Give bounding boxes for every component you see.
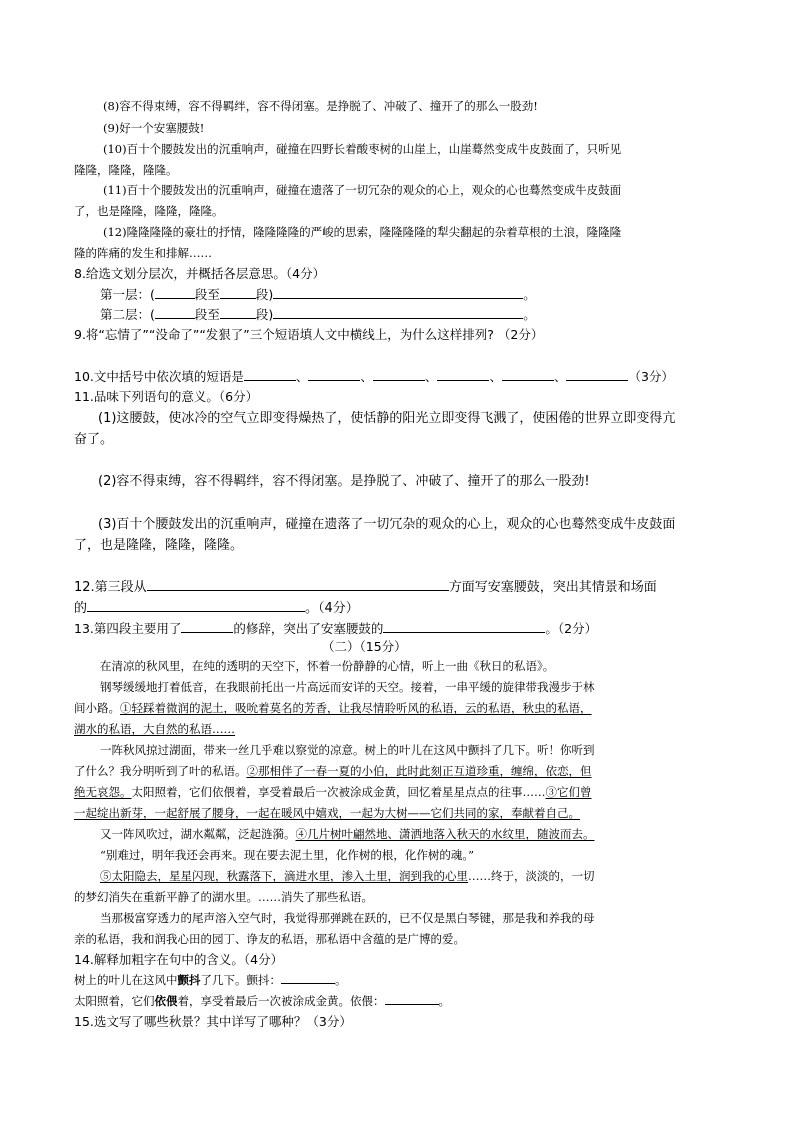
- passage2-line5: 一阵秋风掠过湖面，带来一丝几乎难以察觉的凉意。树上的叶儿在这风中颤抖了几下。听！你听到: [100, 743, 595, 757]
- answer-blank[interactable]: [308, 379, 360, 381]
- passage2-line8: 一起绽出新芽，一起舒展了腰身，一起在暖风中嬉戏，一起为大树——它们共同的家，奉献着自己。: [74, 806, 580, 820]
- seg-to-label: 段): [255, 307, 274, 322]
- seg-from-label: 段至: [194, 287, 220, 302]
- question-15-stem: 15.选文写了哪些秋景？其中详写了哪种？（3分）: [74, 1014, 352, 1029]
- passage2-line9: [100, 829, 595, 841]
- question-10-stem: 10.文中括号中依次填的短语是: [74, 369, 244, 384]
- question-11-sentence2: (2)容不得束缚，容不得羁绊，容不得闭塞。是挣脱了、冲破了、撞开了的那么一股劲!: [98, 474, 590, 489]
- seg-to-label: 段): [255, 287, 274, 302]
- question-14-item2: [74, 996, 450, 1008]
- paragraph-10-line2: 隆隆，隆隆，隆隆。: [74, 163, 178, 177]
- question-12-score: 。（4分）: [305, 601, 359, 616]
- question-11-sentence1-line1: (1)这腰鼓，使冰冷的空气立即变得燥热了，使恬静的阳光立即变得飞溅了，使困倦的世界立即变得亢: [98, 411, 676, 426]
- answer-blank[interactable]: [566, 379, 628, 381]
- bold-word-1: 颤抖: [177, 973, 201, 987]
- answer-blank[interactable]: [502, 379, 554, 381]
- section-2-title: （二）（15分）: [322, 639, 407, 654]
- layer2-label: 第二层：(: [100, 307, 155, 322]
- paragraph-12-line1: (12)隆隆隆隆的豪壮的抒情，隆隆隆隆的严峻的思索，隆隆隆隆的犁尖翻起的杂着草根的土浪，隆隆隆: [103, 225, 622, 239]
- passage2-text: ……终于，淡淡的，一切: [468, 869, 595, 883]
- separator: 、: [489, 369, 502, 384]
- separator: 、: [424, 369, 438, 384]
- passage2-line7: [74, 787, 592, 799]
- answer-blank[interactable]: [181, 631, 233, 633]
- answer-blank[interactable]: [281, 982, 335, 984]
- paragraph-11-line2: 了，也是隆隆，隆隆，隆隆。: [74, 204, 224, 218]
- end-mark: 。: [438, 994, 450, 1008]
- question-14-stem: 14.解释加粗字在句中的含义。（4分）: [74, 952, 284, 967]
- answer-blank[interactable]: [273, 317, 523, 319]
- question-10: [74, 371, 674, 384]
- answer-blank[interactable]: [87, 610, 305, 612]
- separator: 、: [360, 369, 373, 384]
- passage2-text: 又一阵风吹过，湖水粼粼，泛起涟漪。: [100, 827, 296, 841]
- question-10-score: （3分）: [628, 369, 674, 384]
- question-11-sentence3-line2: 了，也是隆隆，隆隆，隆隆。: [74, 538, 244, 553]
- passage2-line4: 湖水的私语，大自然的私语……: [74, 722, 235, 736]
- end-mark: 。: [523, 307, 536, 322]
- question-14-item1: [74, 975, 347, 987]
- question-12-line2: [74, 602, 359, 615]
- answer-blank[interactable]: [383, 631, 545, 633]
- question-8-layer1: [100, 289, 536, 302]
- question-14-text: 太阳照着，它们: [74, 994, 155, 1008]
- question-9-stem: 9.将“忘情了”“没命了”“发狠了”三个短语填人文中横线上，为什么这样排列? （2分）: [74, 327, 544, 342]
- question-14-text: 树上的叶儿在这风中: [74, 973, 178, 987]
- answer-blank[interactable]: [273, 297, 523, 299]
- passage2-line6: [74, 766, 592, 778]
- question-12-text: 的: [74, 601, 88, 616]
- answer-blank[interactable]: [220, 317, 256, 319]
- passage2-line11: [100, 871, 595, 883]
- paragraph-10-line1: (10)百十个腰鼓发出的沉重响声，碰撞在四野长着酸枣树的山崖上，山崖蓦然变成牛皮鼓面了，只听见: [103, 142, 622, 156]
- answer-blank[interactable]: [373, 379, 425, 381]
- passage2-line14: 亲的私语，我和润我心田的园丁、诤友的私语，那私语中含蕴的是广博的爱。: [74, 932, 465, 946]
- question-11-stem: 11.品味下列语句的意义。（6分）: [74, 389, 259, 404]
- answer-blank[interactable]: [147, 589, 449, 591]
- underlined-sentence-1: ①轻踩着微润的泥土，吸吮着莫名的芳香，让我尽情聆听风的私语，云的私语，秋虫的私语，: [120, 701, 592, 715]
- question-14-text: 着，享受着最后一次被涂成金黄。依偎：: [177, 994, 385, 1008]
- passage2-line13: 当那极富穿透力的尾声溶入空气时，我觉得那弹跳在跃的，已不仅是黑白琴键，那是我和养我的母: [100, 911, 595, 925]
- underlined-sentence-4: ④几片树叶翩然地、潇洒地落入秋天的水纹里，随波而去。: [295, 827, 595, 841]
- answer-blank[interactable]: [437, 379, 489, 381]
- passage2-line12: 的梦幻消失在重新平静了的湖水里。……消失了那些私语。: [74, 890, 373, 904]
- question-12-text: 方面写安塞腰鼓，突出其情景和场面: [448, 580, 657, 595]
- underlined-sentence-2-end: 绝无哀怨。: [74, 785, 132, 799]
- passage2-line2: 钢琴缓缓地打着低音，在我眼前托出一片高远而安详的天空。接着，一串平缓的旋律带我漫步于林: [100, 680, 595, 694]
- end-mark: 。: [523, 287, 536, 302]
- question-13-score: 。（2分）: [545, 621, 598, 636]
- question-14-text: 了几下。颤抖：: [200, 973, 281, 987]
- answer-blank[interactable]: [155, 317, 195, 319]
- paragraph-8: (8)容不得束缚，容不得羁绊，容不得闭塞。是挣脱了、冲破了、撞开了的那么一股劲!: [103, 99, 538, 113]
- passage2-text: 了什么？我分明听到了叶的私语。: [74, 764, 247, 778]
- question-8-stem: 8.给选文划分层次，并概括各层意思。（4分）: [74, 266, 326, 281]
- question-11-sentence3-line1: (3)百十个腰鼓发出的沉重响声，碰撞在遗落了一切冗杂的观众的心上，观众的心也蓦然变成牛皮鼓面: [98, 517, 676, 532]
- underlined-sentence-5: ⑤太阳隐去，星星闪现，秋露落下，滴进水里，渗入土里，润到我的心里: [100, 869, 468, 883]
- passage2-text: 太阳照着，它们依偎着，享受着最后一次被涂成金黄，回忆着星星点点的往事……: [131, 785, 546, 799]
- answer-blank[interactable]: [244, 379, 296, 381]
- underlined-sentence-3: ③它们曾: [545, 785, 592, 799]
- question-12-line1: [74, 581, 657, 594]
- passage2-text: 间小路。: [74, 701, 120, 715]
- paragraph-11-line1: (11)百十个腰鼓发出的沉重响声，碰撞在遗落了一切冗杂的观众的心上，观众的心也蓦然变成牛皮鼓面: [103, 183, 622, 197]
- bold-word-2: 依偎: [154, 994, 178, 1008]
- paragraph-9: (9)好一个安塞腰鼓!: [103, 121, 205, 135]
- passage2-line1: 在清凉的秋风里，在纯的透明的天空下，怀着一份静静的心情，听上一曲《秋日的私语》。: [100, 659, 555, 673]
- layer1-label: 第一层：(: [100, 287, 155, 302]
- underlined-sentence-2: ②那相伴了一春一夏的小伯，此时此刻正互道珍重，缠绵，依恋，但: [246, 764, 592, 778]
- question-13-text: 13.第四段主要用了: [74, 621, 182, 636]
- paragraph-12-line2: 隆的阵痛的发生和排解……: [74, 246, 212, 260]
- question-12-text: 12.第三段从: [74, 580, 147, 595]
- answer-blank[interactable]: [385, 1003, 439, 1005]
- question-8-layer2: [100, 309, 536, 322]
- passage2-line10: “别难过，明年我还会再来。现在要去泥土里，化作树的根，化作树的魂。”: [100, 848, 475, 862]
- separator: 、: [553, 369, 567, 384]
- passage2-line3: [74, 703, 592, 715]
- separator: 、: [295, 369, 309, 384]
- answer-blank[interactable]: [220, 297, 256, 299]
- question-11-sentence1-line2: 奋了。: [74, 432, 114, 447]
- end-mark: 。: [335, 973, 347, 987]
- question-13: [74, 623, 597, 636]
- answer-blank[interactable]: [155, 297, 195, 299]
- seg-from-label: 段至: [194, 307, 220, 322]
- question-13-text: 的修辞，突出了安塞腰鼓的: [233, 621, 384, 636]
